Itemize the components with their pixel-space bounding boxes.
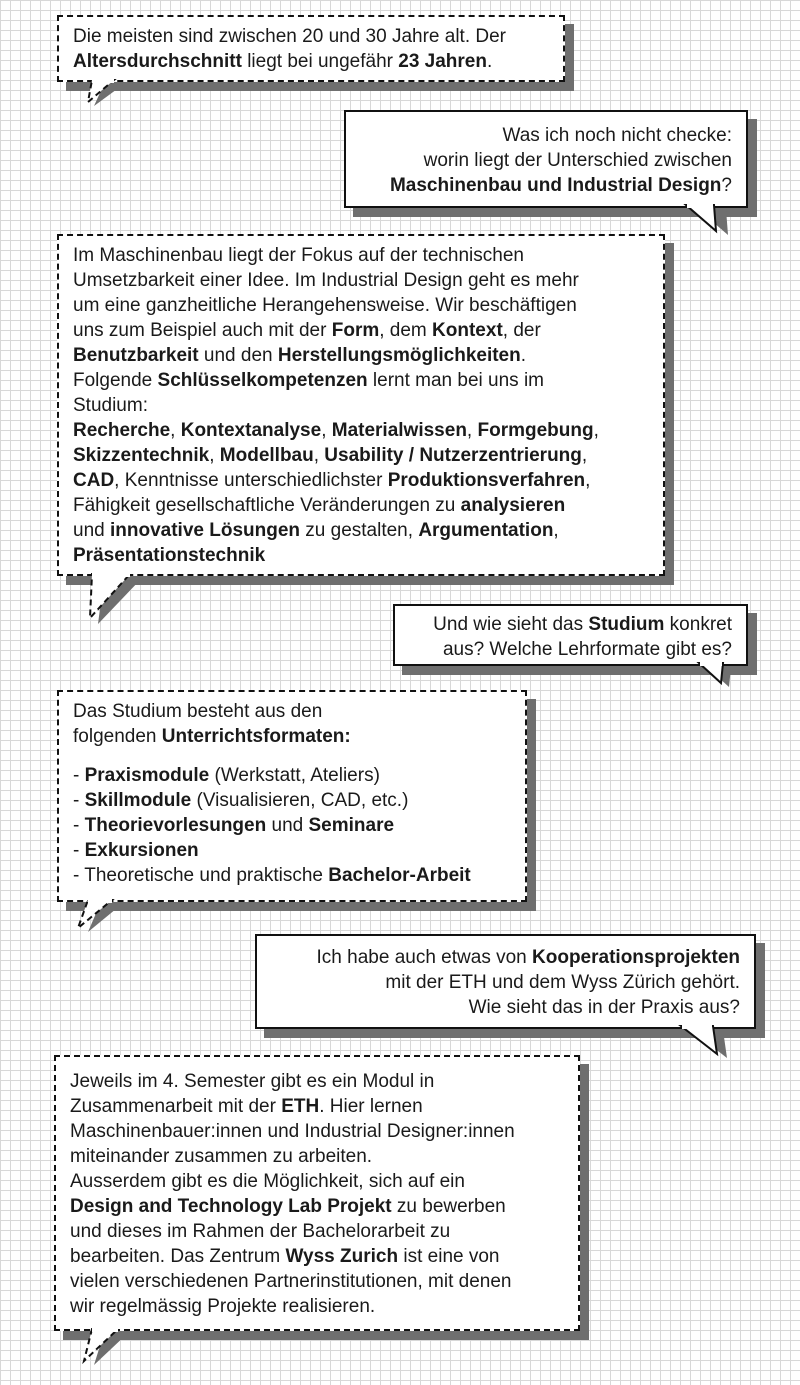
text-run: und: [266, 815, 309, 836]
text-run: aus? Welche Lehrformate gibt es?: [442, 639, 732, 660]
bubble-text: [73, 243, 649, 568]
bold-text: analysieren: [460, 495, 566, 516]
text-line: [70, 1219, 564, 1244]
text-run: Jeweils im 4. Semester gibt es ein Modul in: [70, 1071, 435, 1092]
text-run: (Visualisieren, CAD, etc.): [191, 790, 409, 811]
speech-bubble-answer-1: [57, 15, 565, 82]
bold-text: Altersdurchschnitt: [73, 51, 242, 72]
bold-text: Maschinenbau und Industrial Design: [389, 175, 722, 196]
bold-text: Präsentationstechnik: [73, 545, 266, 566]
text-run: und dieses im Rahmen der Bachelorarbeit zu: [70, 1221, 451, 1242]
text-line: [271, 945, 740, 970]
text-run: ,: [321, 420, 332, 441]
text-line: [73, 418, 649, 443]
bold-text: Herstellungsmöglichkeiten: [277, 345, 521, 366]
bubble-tail: [78, 1329, 138, 1374]
bold-text: innovative Lösungen: [109, 520, 301, 541]
text-run: und: [73, 520, 110, 541]
text-run: Und wie sieht das: [433, 614, 589, 635]
text-run: ,: [581, 445, 588, 466]
text-line: [73, 49, 549, 74]
text-run: wir regelmässig Projekte realisieren.: [70, 1296, 376, 1317]
text-line: [73, 699, 511, 724]
text-line: [271, 970, 740, 995]
text-run: .: [487, 51, 493, 72]
text-line: [73, 813, 511, 838]
text-run: Was ich noch nicht checke:: [502, 125, 732, 146]
text-run: um eine ganzheitliche Herangehensweise. Wir beschäftigen: [73, 295, 577, 316]
text-run: Das Studium besteht aus den: [73, 701, 323, 722]
speech-bubble-answer-4: [54, 1055, 580, 1331]
text-line: [360, 173, 732, 198]
text-line: [70, 1294, 564, 1319]
text-line: [271, 995, 740, 1020]
text-line: [73, 443, 649, 468]
bubble-tail: [680, 205, 750, 245]
text-run: Fähigkeit gesellschaftliche Veränderungen zu: [73, 495, 461, 516]
speech-bubble-answer-2: [57, 234, 665, 576]
bubble-text: [271, 945, 740, 1020]
text-line: [73, 543, 649, 568]
text-line: [73, 468, 649, 493]
bold-text: Skillmodule: [84, 790, 192, 811]
text-line: [70, 1169, 564, 1194]
bold-text: Materialwissen: [331, 420, 467, 441]
text-line: [70, 1244, 564, 1269]
text-run: - Theoretische und praktische: [73, 865, 329, 886]
bold-text: ETH: [281, 1096, 320, 1117]
text-run: liegt bei ungefähr: [241, 51, 399, 72]
text-run: folgenden: [73, 726, 162, 747]
bold-text: Produktionsverfahren: [387, 470, 586, 491]
text-line: [73, 838, 511, 863]
text-run: Studium:: [73, 395, 148, 416]
text-run: Umsetzbarkeit einer Idee. Im Industrial Design geht es mehr: [73, 270, 579, 291]
text-line: [70, 1094, 564, 1119]
text-line: [70, 1069, 564, 1094]
text-run: worin liegt der Unterschied zwischen: [423, 150, 732, 171]
text-run: Maschinenbauer:innen und Industrial Designer:innen: [70, 1121, 515, 1142]
text-run: , dem: [379, 320, 433, 341]
bold-text: Seminare: [308, 815, 395, 836]
text-run: ,: [209, 445, 220, 466]
text-line: [73, 268, 649, 293]
speech-bubble-question-2: [393, 604, 748, 666]
bold-text: Praxismodule: [84, 765, 210, 786]
bold-text: Usability / Nutzerzentrierung: [324, 445, 582, 466]
text-run: -: [73, 765, 85, 786]
speech-bubble-answer-3: [57, 690, 527, 902]
bold-text: Kontextanalyse: [180, 420, 322, 441]
text-line: [73, 293, 649, 318]
text-line: [70, 1194, 564, 1219]
bold-text: Theorievorlesungen: [84, 815, 267, 836]
bubble-tail: [675, 1026, 745, 1071]
speech-bubble-question-1: [344, 110, 748, 208]
text-run: Wie sieht das in der Praxis aus?: [468, 997, 740, 1018]
bubble-text: [409, 612, 732, 662]
text-run: -: [73, 815, 85, 836]
bold-text: CAD: [73, 470, 115, 491]
list-spacer: [73, 749, 511, 763]
text-run: zu gestalten,: [300, 520, 419, 541]
bold-text: Kooperationsprojekten: [532, 947, 740, 968]
text-run: ,: [170, 420, 181, 441]
text-line: [409, 612, 732, 637]
text-line: [73, 318, 649, 343]
text-run: ,: [585, 470, 591, 491]
bold-text: Design and Technology Lab Projekt: [70, 1196, 392, 1217]
bold-text: Schlüsselkompetenzen: [157, 370, 368, 391]
text-run: Ausserdem gibt es die Möglichkeit, sich auf ein: [70, 1171, 465, 1192]
text-line: [70, 1269, 564, 1294]
text-line: [73, 788, 511, 813]
bold-text: Formgebung: [477, 420, 594, 441]
bold-text: Unterrichtsformaten:: [161, 726, 351, 747]
text-line: [73, 24, 549, 49]
text-run: konkret: [664, 614, 732, 635]
bold-text: Skizzentechnik: [73, 445, 210, 466]
bold-text: Form: [331, 320, 380, 341]
text-run: Im Maschinenbau liegt der Fokus auf der technischen: [73, 245, 524, 266]
bubble-text: [73, 699, 511, 888]
bubble-text: [70, 1069, 564, 1319]
bubble-tail: [80, 574, 150, 634]
bold-text: Bachelor-Arbeit: [328, 865, 471, 886]
text-run: Ich habe auch etwas von: [316, 947, 533, 968]
text-run: lernt man bei uns im: [367, 370, 544, 391]
text-line: [360, 123, 732, 148]
text-line: [73, 243, 649, 268]
text-run: bearbeiten. Das Zentrum: [70, 1246, 286, 1267]
text-line: [73, 493, 649, 518]
text-run: Die meisten sind zwischen 20 und 30 Jahre alt. Der: [73, 26, 507, 47]
text-run: ,: [593, 420, 599, 441]
text-line: [73, 343, 649, 368]
text-run: vielen verschiedenen Partnerinstitutionen, mit denen: [70, 1271, 512, 1292]
bold-text: Recherche: [73, 420, 171, 441]
text-run: .: [520, 345, 527, 366]
bold-text: Exkursionen: [84, 840, 199, 861]
text-run: ,: [553, 520, 559, 541]
text-run: -: [73, 840, 85, 861]
text-run: ,: [313, 445, 325, 466]
bubble-tail: [80, 80, 140, 110]
bubble-tail: [72, 900, 132, 940]
text-line: [73, 518, 649, 543]
text-run: ist eine von: [398, 1246, 500, 1267]
text-run: ?: [721, 175, 732, 196]
text-run: -: [73, 790, 85, 811]
bubble-text: [360, 123, 732, 198]
text-line: [73, 724, 511, 749]
text-line: [409, 637, 732, 662]
text-run: ,: [466, 420, 478, 441]
text-run: uns zum Beispiel auch mit der: [73, 320, 332, 341]
text-run: (Werkstatt, Ateliers): [209, 765, 380, 786]
bold-text: 23 Jahren: [398, 51, 487, 72]
text-run: mit der ETH und dem Wyss Zürich gehört.: [385, 972, 740, 993]
text-line: [70, 1119, 564, 1144]
bold-text: Argumentation: [418, 520, 554, 541]
bubble-tail: [695, 663, 745, 693]
bold-text: Wyss Zurich: [285, 1246, 399, 1267]
bold-text: Benutzbarkeit: [73, 345, 199, 366]
text-run: , Kenntnisse unterschiedlichster: [114, 470, 388, 491]
text-run: und den: [198, 345, 278, 366]
bold-text: Modellbau: [219, 445, 314, 466]
text-run: miteinander zusammen zu arbeiten.: [70, 1146, 373, 1167]
text-line: [360, 148, 732, 173]
text-run: . Hier lernen: [319, 1096, 423, 1117]
bold-text: Studium: [588, 614, 665, 635]
text-line: [73, 368, 649, 393]
text-line: [70, 1144, 564, 1169]
text-run: Folgende: [73, 370, 158, 391]
text-line: [73, 763, 511, 788]
speech-bubble-question-3: [255, 934, 756, 1029]
text-run: zu bewerben: [391, 1196, 506, 1217]
text-line: [73, 393, 649, 418]
text-run: Zusammenarbeit mit der: [70, 1096, 282, 1117]
text-run: , der: [502, 320, 541, 341]
text-line: [73, 863, 511, 888]
bubble-text: [73, 24, 549, 74]
bold-text: Kontext: [432, 320, 503, 341]
